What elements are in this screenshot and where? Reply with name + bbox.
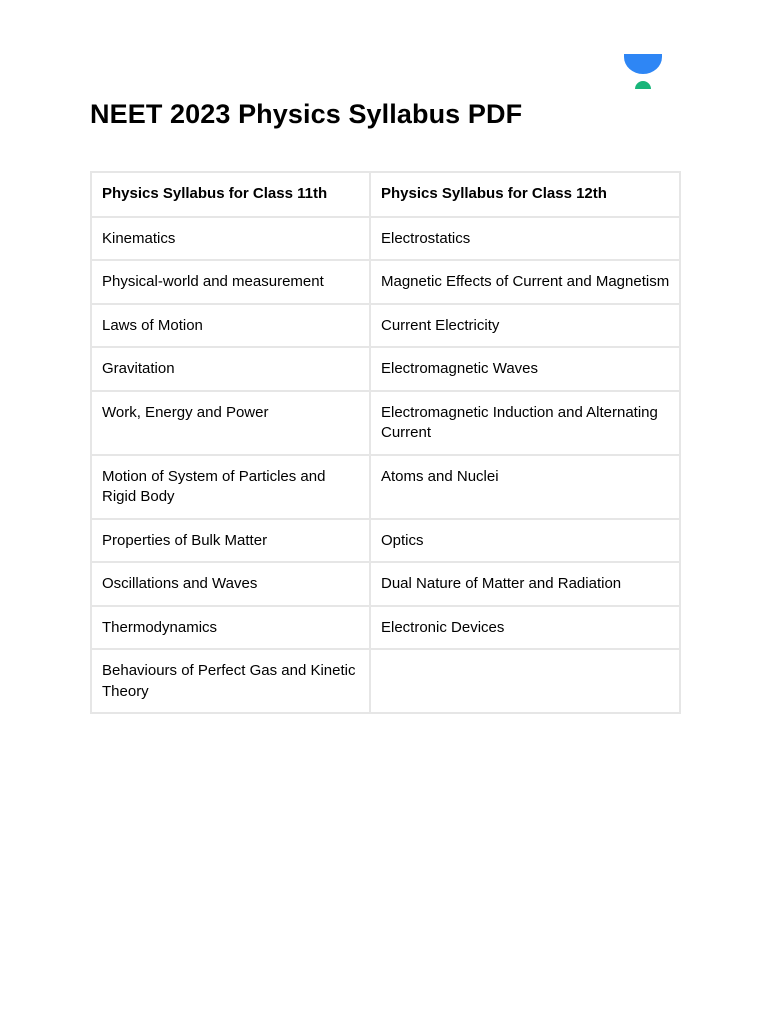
- table-row: [91, 347, 680, 391]
- syllabus-table: [90, 171, 681, 714]
- class-11-topic: Work, Energy and Power: [91, 391, 370, 455]
- class-12-topic: Dual Nature of Matter and Radiation: [370, 562, 680, 606]
- table-row: [91, 519, 680, 563]
- class-12-topic: Atoms and Nuclei: [370, 455, 680, 519]
- table-row: [91, 391, 680, 455]
- table-header-row: [91, 172, 680, 217]
- class-12-topic: Electronic Devices: [370, 606, 680, 650]
- class-12-topic: Electromagnetic Waves: [370, 347, 680, 391]
- class-12-topic: Optics: [370, 519, 680, 563]
- class-11-topic: Gravitation: [91, 347, 370, 391]
- table-row: [91, 455, 680, 519]
- class-11-topic: Properties of Bulk Matter: [91, 519, 370, 563]
- class-11-topic: Thermodynamics: [91, 606, 370, 650]
- page-title: NEET 2023 Physics Syllabus PDF: [90, 99, 523, 129]
- header-class-12: Physics Syllabus for Class 12th: [370, 172, 680, 217]
- table-row: [91, 304, 680, 348]
- class-12-topic-empty: [370, 649, 680, 713]
- class-12-topic: Electromagnetic Induction and Alternating Current: [370, 391, 680, 455]
- class-12-topic: Electrostatics: [370, 217, 680, 261]
- class-11-topic: Kinematics: [91, 217, 370, 261]
- table-row: [91, 260, 680, 304]
- class-11-topic: Physical-world and measurement: [91, 260, 370, 304]
- table-row: [91, 217, 680, 261]
- class-11-topic: Oscillations and Waves: [91, 562, 370, 606]
- class-12-topic: Magnetic Effects of Current and Magnetism: [370, 260, 680, 304]
- header-class-11: Physics Syllabus for Class 11th: [91, 172, 370, 217]
- class-11-topic: Behaviours of Perfect Gas and Kinetic Theory: [91, 649, 370, 713]
- table-row: [91, 606, 680, 650]
- table-row: [91, 649, 680, 713]
- unacademy-logo-icon: [624, 54, 662, 90]
- logo-base-shape: [635, 81, 651, 89]
- class-11-topic: Motion of System of Particles and Rigid Body: [91, 455, 370, 519]
- class-11-topic: Laws of Motion: [91, 304, 370, 348]
- table-row: [91, 562, 680, 606]
- logo-cup-shape: [624, 54, 662, 74]
- class-12-topic: Current Electricity: [370, 304, 680, 348]
